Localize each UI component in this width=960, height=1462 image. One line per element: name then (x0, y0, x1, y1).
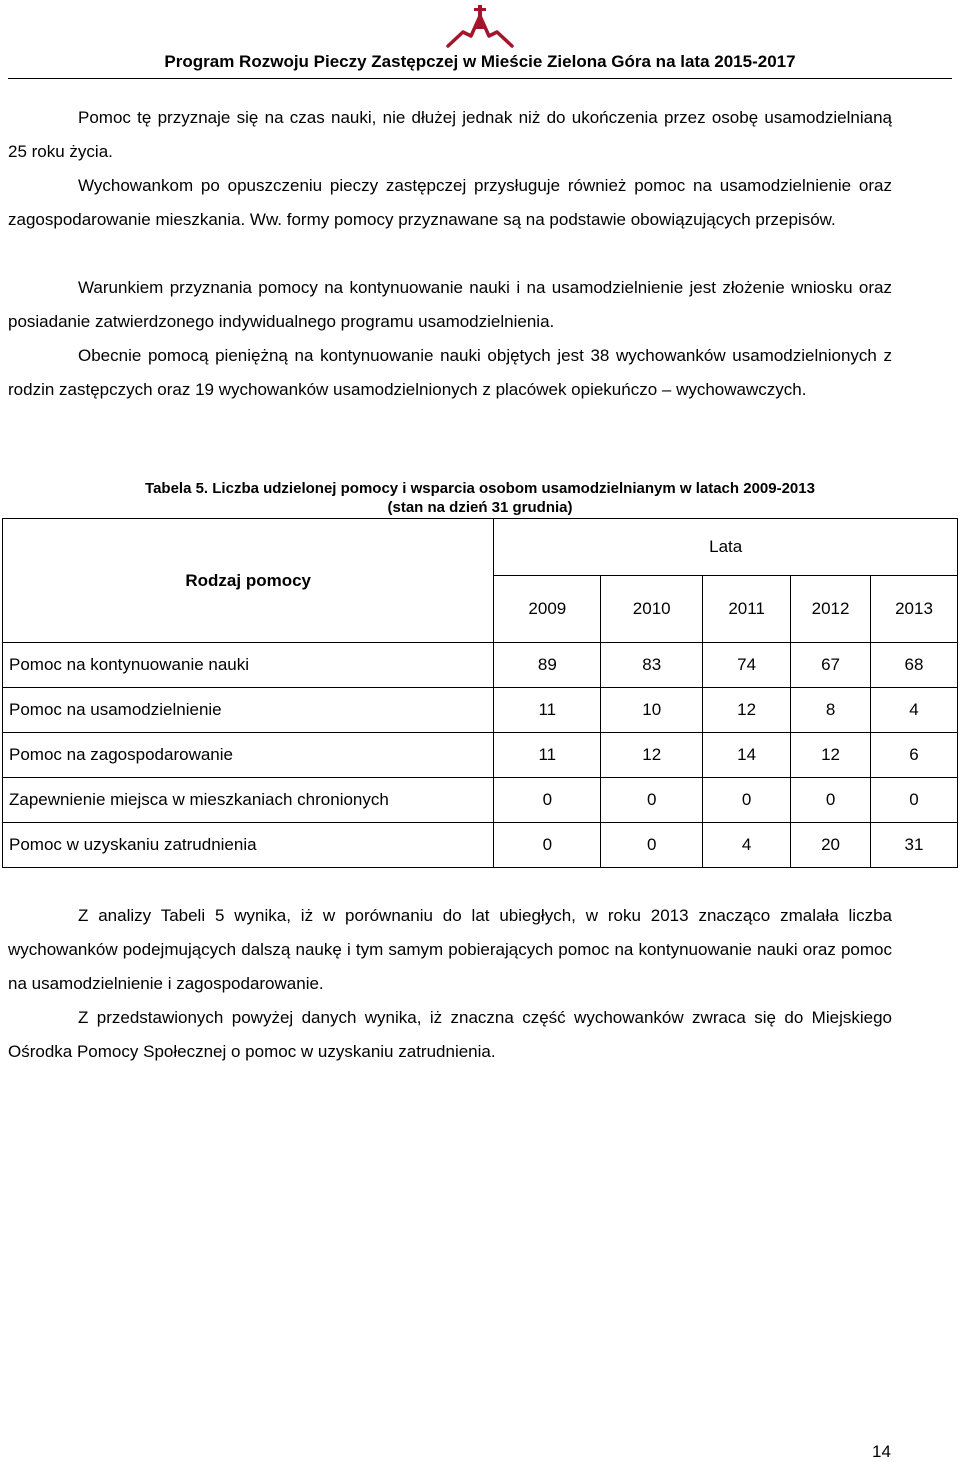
table-cell: 14 (703, 733, 791, 778)
table-cell: 12 (703, 688, 791, 733)
analysis-paragraph-2: Z przedstawionych powyżej danych wynika, iż znaczna część wychowanków zwraca się do Miejskiego Ośrodka Pomocy Społecznej o pomoc w uzyskaniu zatrudnienia. (8, 1008, 892, 1061)
table-cell: 74 (703, 643, 791, 688)
page-number: 14 (872, 1442, 891, 1461)
table-row (3, 778, 958, 823)
table-row (3, 688, 958, 733)
year-header: 2009 (494, 576, 601, 643)
table-cell: 89 (494, 643, 601, 688)
table-caption: Tabela 5. Liczba udzielonej pomocy i wsparcia osobom usamodzielnianym w latach 2009-2013 (145, 480, 815, 497)
table-caption-date: (stan na dzień 31 grudnia) (387, 499, 573, 516)
table-cell: 12 (601, 733, 703, 778)
year-header: 2010 (601, 576, 703, 643)
table-cell: 0 (601, 823, 703, 868)
table-cell: 0 (494, 778, 601, 823)
table-cell: 0 (791, 778, 871, 823)
assistance-table (2, 518, 958, 868)
column-header-years: Lata (494, 519, 958, 576)
row-label: Pomoc na zagospodarowanie (3, 733, 494, 778)
table-cell: 4 (871, 688, 958, 733)
table-row (3, 823, 958, 868)
table-cell: 11 (494, 688, 601, 733)
city-emblem-logo (445, 2, 515, 50)
analysis-paragraph-1: Z analizy Tabeli 5 wynika, iż w porównaniu do lat ubiegłych, w roku 2013 znacząco zmalała liczba wychowanków podejmujących dalszą naukę i tym samym pobierających pomoc na kontynuowanie nauki oraz pomoc na usamodzielnienie i zagospodarowanie. (8, 906, 892, 993)
table-cell: 68 (871, 643, 958, 688)
paragraph-2: Wychowankom po opuszczeniu pieczy zastępczej przysługuje również pomoc na usamodzielnienie oraz zagospodarowanie mieszkania. Ww. formy pomocy przyznawane są na podstawie obowiązujących przepisów. (8, 176, 892, 229)
table-row (3, 643, 958, 688)
table-cell: 67 (791, 643, 871, 688)
paragraph-4: Obecnie pomocą pieniężną na kontynuowanie nauki objętych jest 38 wychowanków usamodzielnionych z rodzin zastępczych oraz 19 wychowanków usamodzielnionych z placówek opiekuńczo – wychowawczych. (8, 346, 892, 399)
paragraph-3: Warunkiem przyznania pomocy na kontynuowanie nauki i na usamodzielnienie jest złożenie wniosku oraz posiadanie zatwierdzonego indywidualnego programu usamodzielnienia. (8, 278, 892, 331)
paragraph-1: Pomoc tę przyznaje się na czas nauki, nie dłużej jednak niż do ukończenia przez osobę usamodzielnianą 25 roku życia. (8, 108, 892, 161)
year-header: 2013 (871, 576, 958, 643)
table-cell: 8 (791, 688, 871, 733)
header-divider (8, 78, 952, 79)
column-header-kind: Rodzaj pomocy (3, 519, 494, 643)
row-label: Zapewnienie miejsca w mieszkaniach chronionych (3, 778, 494, 823)
table-cell: 0 (494, 823, 601, 868)
table-cell: 6 (871, 733, 958, 778)
table-cell: 10 (601, 688, 703, 733)
table-cell: 83 (601, 643, 703, 688)
table-cell: 4 (703, 823, 791, 868)
table-row (3, 733, 958, 778)
row-label: Pomoc na kontynuowanie nauki (3, 643, 494, 688)
table-cell: 20 (791, 823, 871, 868)
table-cell: 11 (494, 733, 601, 778)
table-cell: 0 (871, 778, 958, 823)
table-cell: 12 (791, 733, 871, 778)
document-header-title: Program Rozwoju Pieczy Zastępczej w Mieście Zielona Góra na lata 2015-2017 (164, 52, 796, 71)
year-header: 2011 (703, 576, 791, 643)
table-cell: 0 (601, 778, 703, 823)
table-cell: 0 (703, 778, 791, 823)
row-label: Pomoc w uzyskaniu zatrudnienia (3, 823, 494, 868)
row-label: Pomoc na usamodzielnienie (3, 688, 494, 733)
table-cell: 31 (871, 823, 958, 868)
year-header: 2012 (791, 576, 871, 643)
